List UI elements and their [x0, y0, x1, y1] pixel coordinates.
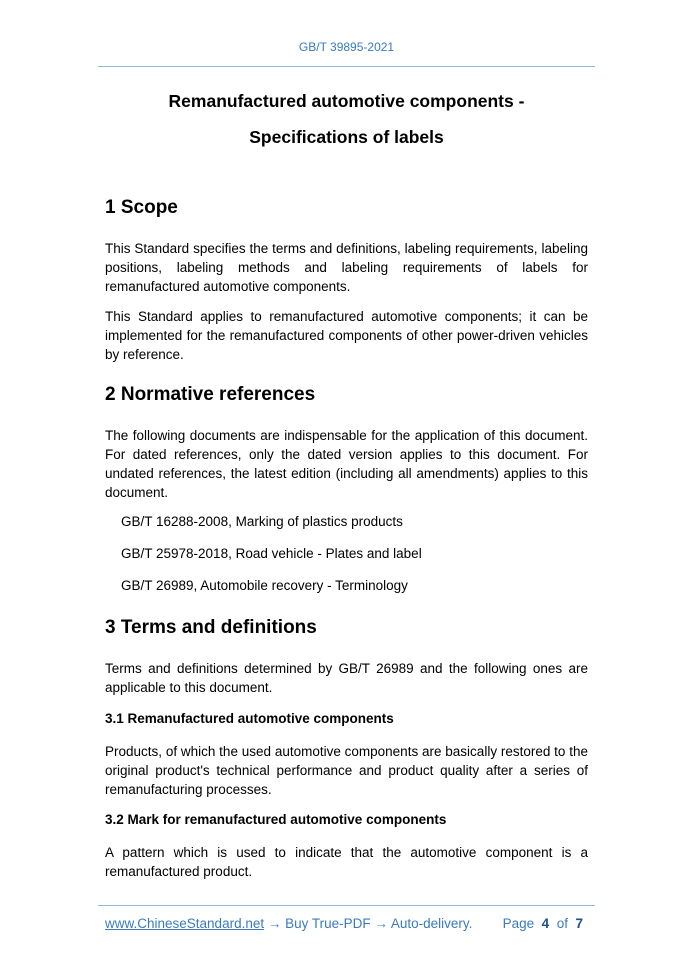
reference-item: GB/T 25978-2018, Road vehicle - Plates and label [121, 546, 422, 561]
section-heading-scope: 1 Scope [105, 197, 178, 218]
footer-tagline: → Buy True-PDF → Auto-delivery. [264, 916, 473, 931]
footer [105, 916, 588, 931]
page-number: 4 [541, 916, 550, 931]
header-divider [98, 66, 595, 67]
reference-item: GB/T 16288-2008, Marking of plastics products [121, 514, 403, 529]
subsection-heading-3-1: 3.1 Remanufactured automotive components [105, 711, 394, 726]
definition-3-1: Products, of which the used automotive components are basically restored to the original product's technical performance and product quality after a series of remanufacturing processes. [105, 744, 588, 797]
scope-paragraph-2: This Standard applies to remanufactured automotive components; it can be implemented for the remanufactured components of other power-driven vehicles by reference. [105, 309, 588, 362]
footer-divider [98, 905, 595, 906]
subsection-heading-3-2: 3.2 Mark for remanufactured automotive components [105, 812, 447, 827]
scope-paragraph-1: This Standard specifies the terms and definitions, labeling requirements, labeling positions, labeling methods and labeling requirements of labels for remanufactured automotive components. [105, 241, 588, 294]
doc-title-line2: Specifications of labels [249, 127, 444, 147]
of-label: of [556, 916, 568, 931]
terms-paragraph: Terms and definitions determined by GB/T 26989 and the following ones are applicable to this document. [105, 661, 588, 695]
definition-3-2: A pattern which is used to indicate that the automotive component is a remanufactured product. [105, 845, 588, 879]
page-label: Page [502, 916, 535, 931]
running-header: GB/T 39895-2021 [298, 40, 395, 54]
page-indicator [503, 916, 583, 931]
doc-title-line1: Remanufactured automotive components - [168, 91, 525, 111]
reference-item: GB/T 26989, Automobile recovery - Terminology [121, 578, 408, 593]
chinesestandard-link[interactable]: www.ChineseStandard.net [105, 916, 265, 931]
section-heading-terms: 3 Terms and definitions [105, 617, 317, 638]
page-total: 7 [575, 916, 583, 931]
normative-paragraph: The following documents are indispensable for the application of this document. For dated references, only the dated version applies to this document. For undated references, the latest edition (including all amendments) applies to this document. [105, 428, 588, 500]
section-heading-normative: 2 Normative references [105, 384, 316, 405]
